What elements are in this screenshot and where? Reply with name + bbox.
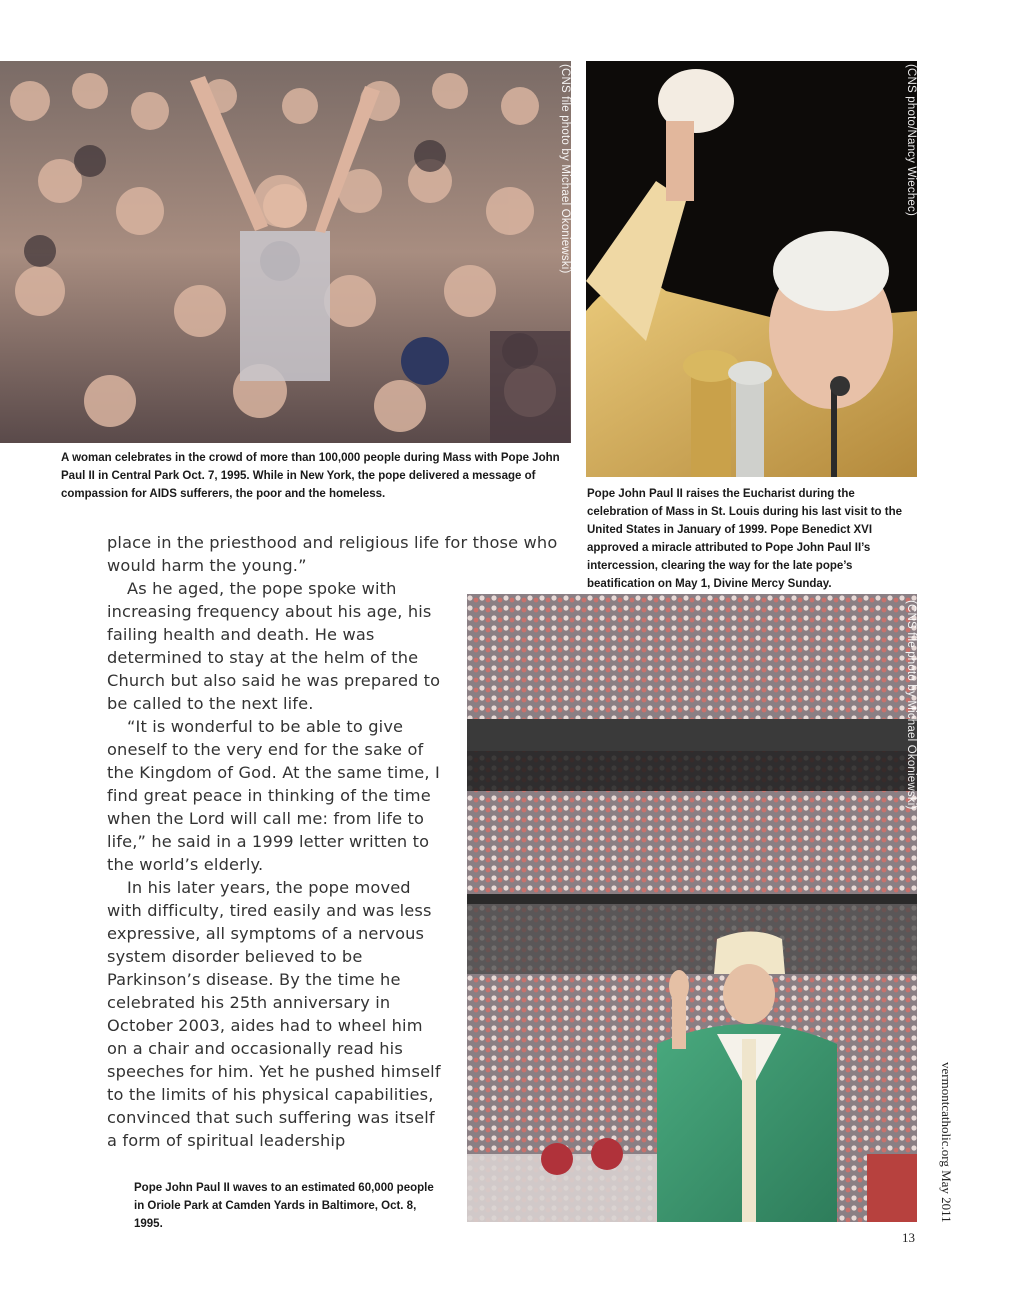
eucharist-photo (586, 61, 917, 477)
stadium-photo (467, 594, 917, 1222)
stadium-photo-credit: (CNS file photo by Michael Okoniewski) (905, 600, 917, 810)
article-paragraph: In his later years, the pope moved with difficulty, tired easily and was less expressive, all symptoms of a nervous system disorder believed to be Parkinson’s disease. By the time he celebrated his 25th anniversary in October 2003, aides had to wheel him on a chair and occasionally read his speeches for him. Yet he pushed himself to the limits of his physical capabilities, convinced that such suffering was itself a form of spiritual leadership (107, 878, 441, 1150)
crowd-photo-credit: (CNS file photo by Michael Okoniewski) (559, 64, 571, 274)
article-paragraph: “It is wonderful to be able to give oneself to the very end for the sake of the Kingdom of God. At the same time, I find great peace in thinking of the time when the Lord will call me: from life to life,” he said in a 1999 letter written to the world’s elderly. (107, 717, 440, 874)
eucharist-photo-image (586, 61, 917, 477)
eucharist-photo-credit: (CNS photo/Nancy Wiechec) (905, 64, 917, 216)
article-paragraph: As he aged, the pope spoke with increasing frequency about his age, his failing health and death. He was determined to stay at the helm of the Church but also said he was prepared to be called to the next life. (107, 579, 441, 713)
crowd-photo-image (0, 61, 571, 443)
page-number: 13 (902, 1230, 915, 1245)
crowd-photo-caption: A woman celebrates in the crowd of more than 100,000 people during Mass with Pope John Paul II in Central Park Oct. 7, 1995. While in New York, the pope delivered a message of compassion for AIDS sufferers, the poor and the homeless. (61, 452, 560, 500)
magazine-footer-text: vermontcatholic.org May 2011 (939, 1062, 954, 1223)
stadium-photo-caption: Pope John Paul II waves to an estimated 60,000 people in Oriole Park at Camden Yards in Baltimore, Oct. 8, 1995. (134, 1182, 434, 1230)
article-lead-line: place in the priesthood and religious life for those who would harm the young.” (107, 533, 558, 575)
stadium-photo-image (467, 594, 917, 1222)
eucharist-photo-caption: Pope John Paul II raises the Eucharist during the celebration of Mass in St. Louis during his last visit to the United States in January of 1999. Pope Benedict XVI approved a miracle attributed to Pope John Paul II’s intercession, clearing the way for the late pope’s beatification on May 1, Divine Mercy Sunday. (587, 488, 903, 590)
crowd-photo (0, 61, 571, 443)
